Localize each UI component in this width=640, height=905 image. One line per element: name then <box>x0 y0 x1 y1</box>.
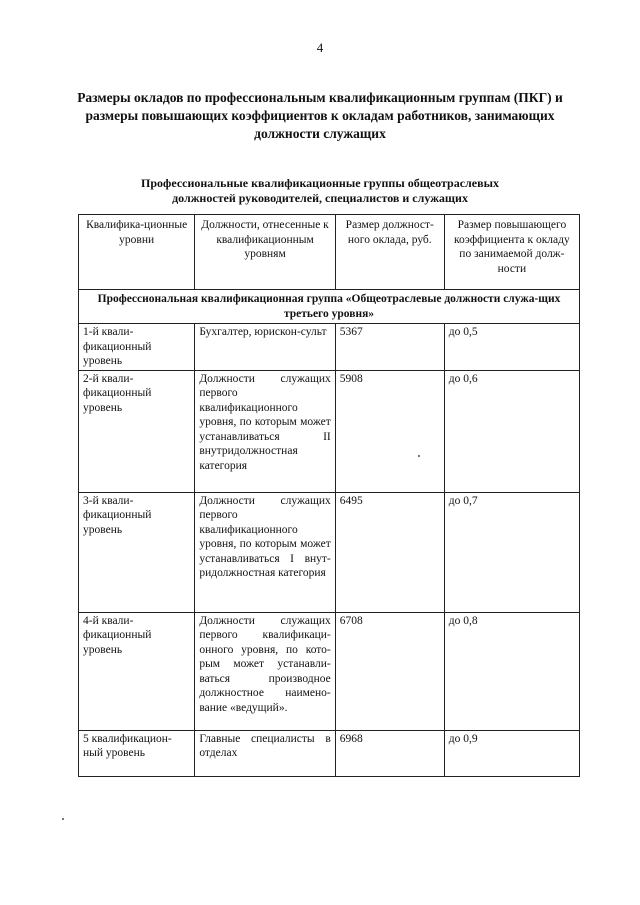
table-row <box>79 324 580 371</box>
positions-cell: Должности служащих первого квалификационного уровня, по которым может устанавливаться II внутридолжностная категория <box>195 370 335 492</box>
positions-cell: Должности служащих первого квалификаци-онного уровня, по кото-рым может устанавли-ваться производное должностное наимено-вание «ведущий». <box>195 612 335 730</box>
table-header-row <box>79 215 580 290</box>
header-positions: Должности, отнесенные к квалификационным уровням <box>195 215 335 290</box>
scan-speck <box>418 455 420 457</box>
positions-cell: Должности служащих первого квалификационного уровня, по которым может устанавливаться I внут-ридолжностная категория <box>195 492 335 612</box>
coefficient-cell: до 0,8 <box>444 612 579 730</box>
salary-cell: 6968 <box>335 730 444 776</box>
level-cell: 3-й квали-фикационный уровень <box>79 492 195 612</box>
table-row <box>79 730 580 776</box>
level-cell: 4-й квали-фикационный уровень <box>79 612 195 730</box>
positions-cell: Главные специалисты в отделах <box>195 730 335 776</box>
level-cell: 1-й квали-фикационный уровень <box>79 324 195 371</box>
coefficient-cell: до 0,5 <box>444 324 579 371</box>
group-title: Профессиональная квалификационная группа «Общеотраслевые должности служа-щих третьего уровня» <box>79 290 580 324</box>
table-row <box>79 492 580 612</box>
coefficient-cell: до 0,6 <box>444 370 579 492</box>
salary-cell: 5908 <box>335 370 444 492</box>
group-title-row <box>79 290 580 324</box>
positions-cell: Бухгалтер, юрискон-сульт <box>195 324 335 371</box>
coefficient-cell: до 0,9 <box>444 730 579 776</box>
table-row <box>79 612 580 730</box>
header-salary: Размер должност-ного оклада, руб. <box>335 215 444 290</box>
salary-cell: 6708 <box>335 612 444 730</box>
header-coefficient: Размер повышающего коэффициента к окладу по занимаемой долж-ности <box>444 215 579 290</box>
level-cell: 5 квалификацион-ный уровень <box>79 730 195 776</box>
document-title: Размеры окладов по профессиональным квалификационным группам (ПКГ) и размеры повышающих коэффициентов к окладам работников, занимающих должности служащих <box>77 90 563 141</box>
page-number: 4 <box>316 40 324 55</box>
salary-table <box>78 214 580 777</box>
coefficient-cell: до 0,7 <box>444 492 579 612</box>
section-subtitle: Профессиональные квалификационные группы общеотраслевых должностей руководителей, специалистов и служащих <box>141 176 499 205</box>
table-row <box>79 370 580 492</box>
salary-cell: 5367 <box>335 324 444 371</box>
header-qualification-levels: Квалифика-ционные уровни <box>79 215 195 290</box>
salary-cell: 6495 <box>335 492 444 612</box>
level-cell: 2-й квали-фикационный уровень <box>79 370 195 492</box>
scan-speck <box>62 818 64 820</box>
